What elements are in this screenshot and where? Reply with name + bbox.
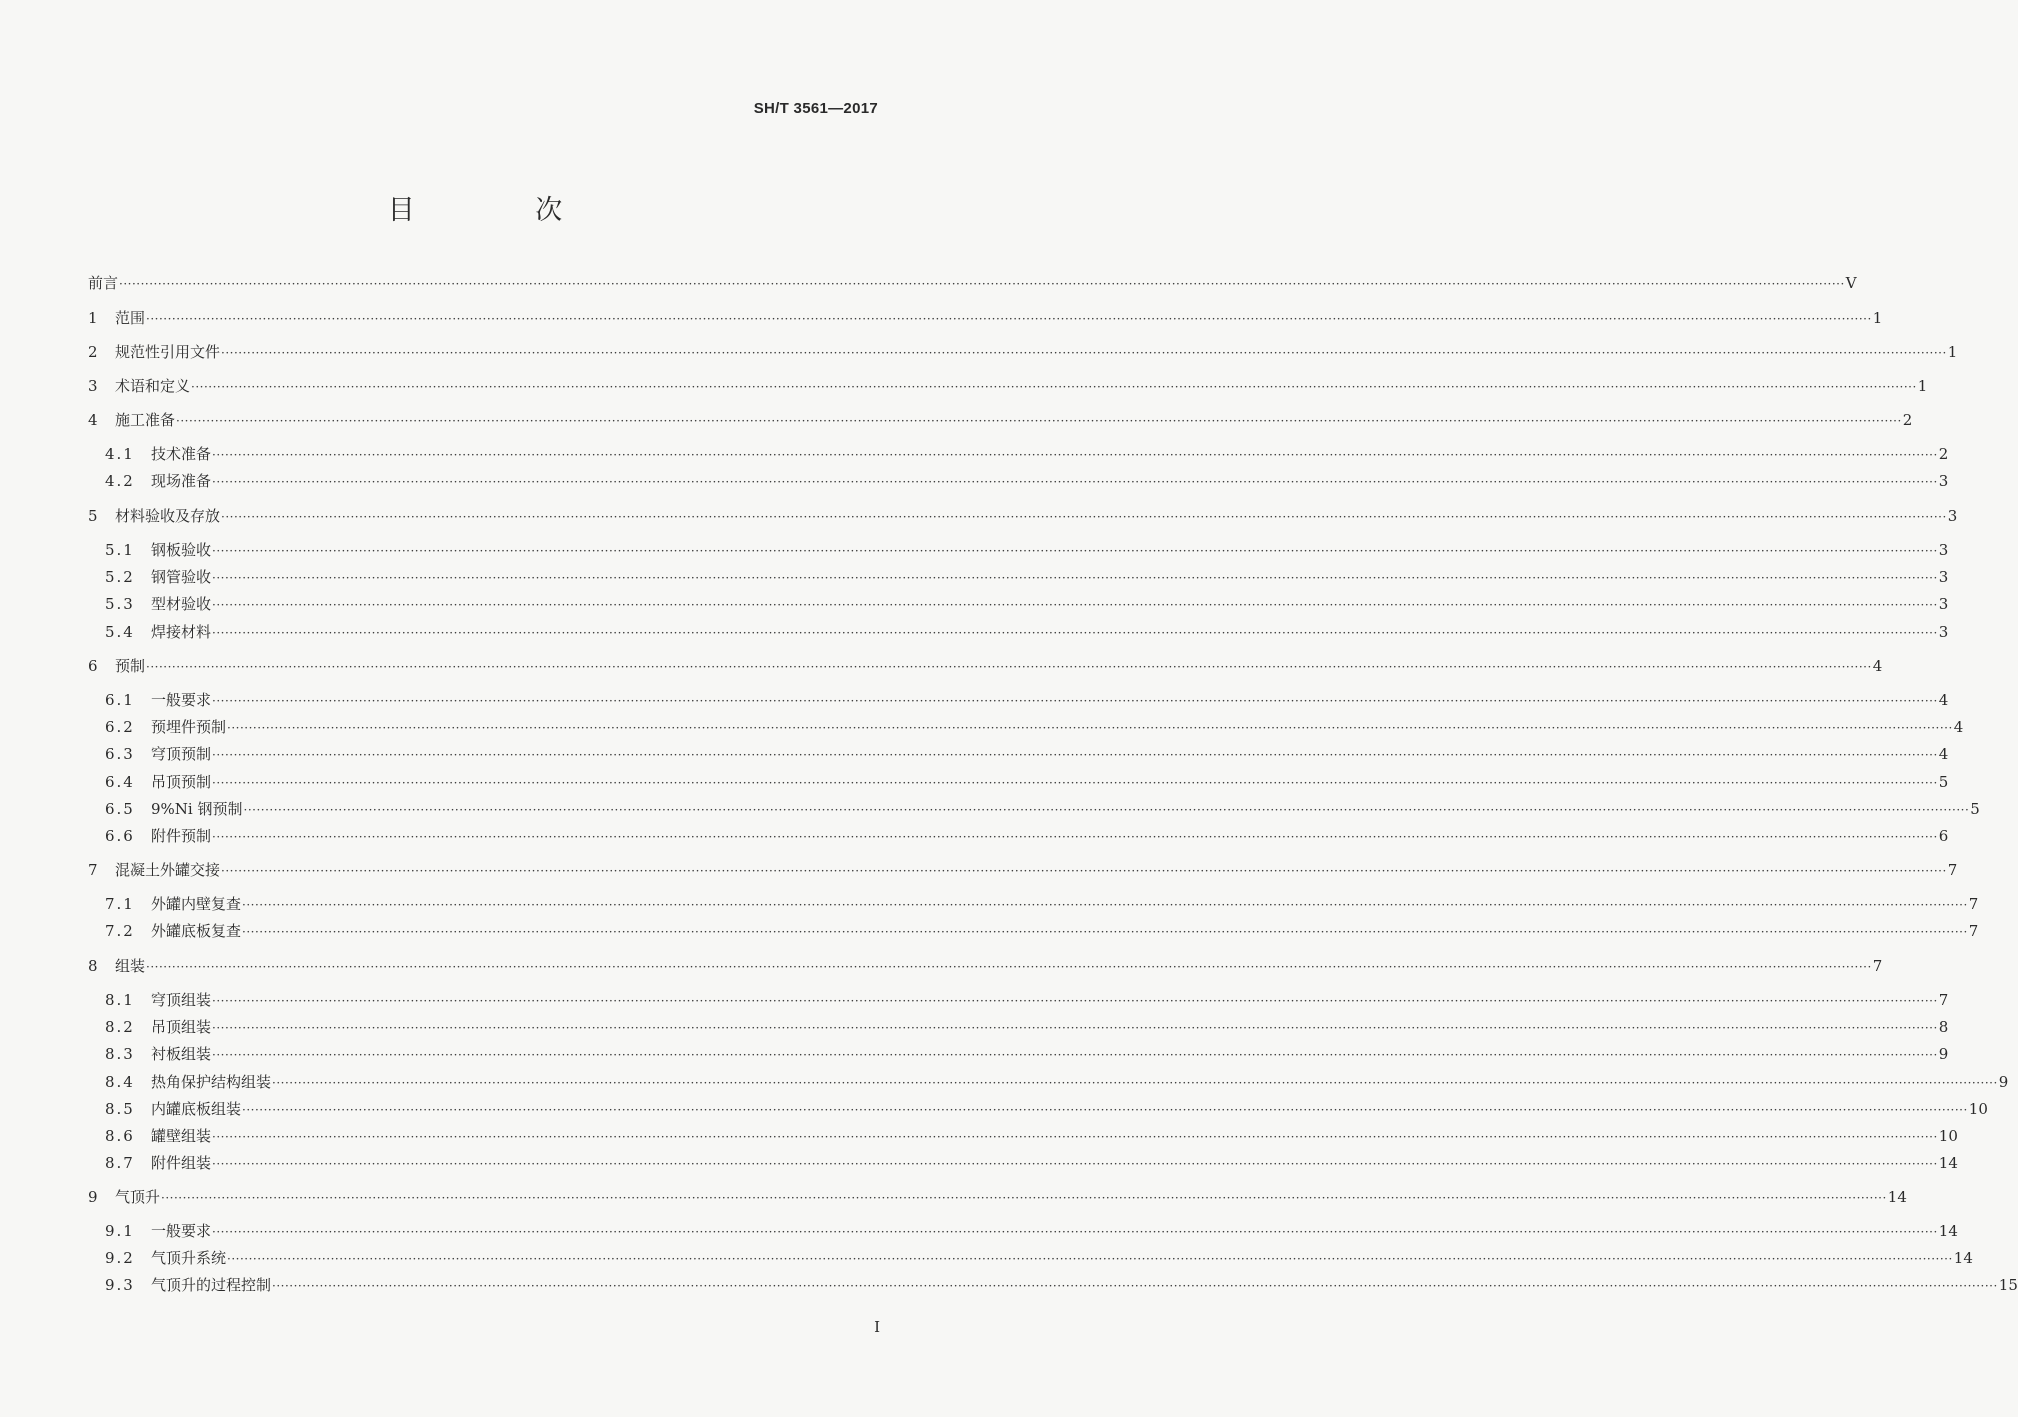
toc-entry-label: 预制	[115, 657, 146, 675]
toc-leader-dots: ················································································································································································································································································································································································································	[212, 571, 1938, 585]
toc-entry[interactable]	[88, 654, 1883, 678]
toc-entry-number: 8.2	[105, 1018, 135, 1036]
toc-entry-page: 1	[1872, 309, 1883, 327]
toc-entry[interactable]	[88, 504, 1958, 528]
toc-entry-page: 1	[1947, 343, 1958, 361]
toc-entry-page: 4	[1953, 718, 1964, 736]
toc-entry-page: 6	[1938, 827, 1949, 845]
toc-leader-dots: ················································································································································································································································································································································································································	[212, 1048, 1938, 1062]
toc-leader-dots: ················································································································································································································································································································································································································	[212, 598, 1938, 612]
toc-leader-dots: ················································································································································································································································································································································································································	[272, 1279, 1998, 1293]
toc-leader-dots: ················································································································································································································································································································································································································	[161, 1191, 1887, 1205]
toc-entry[interactable]	[105, 442, 1949, 466]
toc-entry-page: 2	[1902, 411, 1913, 429]
toc-entry-page: 14	[1938, 1154, 1958, 1172]
toc-entry-page: 10	[1968, 1100, 1988, 1118]
toc-entry-label: 穹顶预制	[151, 745, 212, 763]
toc-entry-number: 2	[88, 343, 98, 361]
toc-entry-number: 5.2	[105, 568, 135, 586]
toc-entry-label: 穹顶组装	[151, 991, 212, 1009]
toc-entry-page: 9	[1998, 1073, 2009, 1091]
toc-leader-dots: ················································································································································································································································································································································································································	[212, 748, 1938, 762]
toc-entry-label: 现场准备	[151, 472, 212, 490]
toc-entry-number: 4.1	[105, 445, 135, 463]
toc-entry[interactable]	[105, 1042, 1949, 1066]
toc-leader-dots: ················································································································································································································································································································································································································	[242, 898, 1968, 912]
toc-leader-dots: ················································································································································································································································································································································································································	[212, 1130, 1938, 1144]
toc-entry-page: 3	[1938, 541, 1949, 559]
toc-entry[interactable]	[105, 688, 1949, 712]
toc-entry-page: 3	[1938, 568, 1949, 586]
toc-entry-label: 规范性引用文件	[115, 343, 221, 361]
toc-entry-page: 3	[1947, 507, 1958, 525]
toc-entry-label: 一般要求	[151, 1222, 212, 1240]
toc-entry-number: 6.3	[105, 745, 135, 763]
toc-entry[interactable]	[105, 1246, 1973, 1270]
toc-leader-dots: ················································································································································································································································································································································································································	[221, 346, 1947, 360]
toc-leader-dots: ················································································································································································································································································································································································································	[221, 510, 1947, 524]
toc-entry[interactable]	[88, 306, 1883, 330]
toc-entry-number: 8.5	[105, 1100, 135, 1118]
toc-entry-number: 6.5	[105, 800, 135, 818]
toc-entry-label: 型材验收	[151, 595, 212, 613]
toc-entry-label: 施工准备	[115, 411, 176, 429]
toc-entry-number: 8.3	[105, 1045, 135, 1063]
toc-entry-number: 8.6	[105, 1127, 135, 1145]
toc-entry-label: 混凝土外罐交接	[115, 861, 221, 879]
toc-entry-number: 9.3	[105, 1276, 135, 1294]
toc-entry[interactable]	[88, 954, 1883, 978]
toc-leader-dots: ················································································································································································································································································································································································································	[272, 1076, 1998, 1090]
toc-entry-page: 9	[1938, 1045, 1949, 1063]
toc-leader-dots: ················································································································································································································································································································································································································	[146, 312, 1872, 326]
toc-entry-number: 7.1	[105, 895, 135, 913]
toc-entry-number: 4.2	[105, 472, 135, 490]
toc-entry[interactable]	[105, 715, 1964, 739]
toc-entry-number: 5.4	[105, 623, 135, 641]
toc-entry-label: 气顶升的过程控制	[151, 1276, 272, 1294]
toc-leader-dots: ················································································································································································································································································································································································································	[191, 380, 1917, 394]
toc-leader-dots: ················································································································································································································································································································································································································	[221, 864, 1947, 878]
toc-entry-number: 4	[88, 411, 98, 429]
toc-entry[interactable]	[105, 892, 1979, 916]
toc-entry[interactable]	[105, 538, 1949, 562]
toc-leader-dots: ················································································································································································································································································································································································································	[227, 721, 1953, 735]
toc-entry-page: 7	[1968, 922, 1979, 940]
toc-entry[interactable]	[105, 919, 1979, 943]
toc-entry-page: 3	[1938, 472, 1949, 490]
toc-entry-label: 钢板验收	[151, 541, 212, 559]
toc-entry-page: V	[1845, 274, 1857, 292]
toc-entry-number: 9	[88, 1188, 98, 1206]
toc-entry[interactable]	[88, 1185, 1907, 1209]
toc-entry-page: 3	[1938, 623, 1949, 641]
toc-entry-label: 前言	[88, 274, 119, 292]
toc-entry-number: 6.6	[105, 827, 135, 845]
toc-entry-number: 6.2	[105, 718, 135, 736]
toc-entry-page: 14	[1887, 1188, 1907, 1206]
toc-leader-dots: ················································································································································································································································································································································································································	[212, 626, 1938, 640]
toc-entry[interactable]	[88, 340, 1958, 364]
toc-entry[interactable]	[105, 1273, 2018, 1297]
toc-entry[interactable]	[105, 592, 1949, 616]
toc-entry-number: 6.1	[105, 691, 135, 709]
toc-entry-page: 7	[1947, 861, 1958, 879]
toc-entry-page: 7	[1968, 895, 1979, 913]
toc-entry[interactable]	[105, 797, 1980, 821]
toc-entry[interactable]	[105, 1151, 1958, 1175]
toc-entry-label: 吊顶预制	[151, 773, 212, 791]
toc-entry-label: 一般要求	[151, 691, 212, 709]
toc-entry[interactable]	[105, 620, 1949, 644]
toc-entry-page: 1	[1917, 377, 1928, 395]
toc-entry-number: 8.1	[105, 991, 135, 1009]
toc-entry[interactable]	[88, 858, 1958, 882]
toc-entry[interactable]	[105, 824, 1949, 848]
toc-leader-dots: ················································································································································································································································································································································································································	[212, 994, 1938, 1008]
toc-leader-dots: ················································································································································································································································································································································································································	[242, 1103, 1968, 1117]
toc-entry-label: 外罐内壁复查	[151, 895, 242, 913]
toc-entry-page: 4	[1938, 691, 1949, 709]
toc-entry-page: 14	[1953, 1249, 1973, 1267]
toc-entry-label: 热角保护结构组装	[151, 1073, 272, 1091]
toc-entry-label: 附件预制	[151, 827, 212, 845]
toc-entry-label: 附件组装	[151, 1154, 212, 1172]
toc-entry-number: 7.2	[105, 922, 135, 940]
toc-entry[interactable]	[88, 271, 1857, 295]
toc-entry-page: 7	[1938, 991, 1949, 1009]
toc-leader-dots: ················································································································································································································································································································································································································	[242, 925, 1968, 939]
toc-entry[interactable]	[105, 1015, 1949, 1039]
toc-leader-dots: ················································································································································································································································································································································································································	[176, 414, 1902, 428]
toc-entry-label: 技术准备	[151, 445, 212, 463]
toc-entry-page: 15	[1998, 1276, 2018, 1294]
toc-entry-page: 4	[1938, 745, 1949, 763]
toc-entry-number: 9.1	[105, 1222, 135, 1240]
toc-entry-label: 罐壁组装	[151, 1127, 212, 1145]
toc-entry[interactable]	[105, 469, 1949, 493]
toc-leader-dots: ················································································································································································································································································································································································································	[212, 1225, 1938, 1239]
toc-entry-page: 14	[1938, 1222, 1958, 1240]
toc-entry-label: 外罐底板复查	[151, 922, 242, 940]
toc-entry-label: 内罐底板组装	[151, 1100, 242, 1118]
toc-entry[interactable]	[88, 408, 1913, 432]
toc-entry-page: 8	[1938, 1018, 1949, 1036]
toc-entry-page: 2	[1938, 445, 1949, 463]
toc-entry[interactable]	[105, 742, 1949, 766]
toc-entry-number: 1	[88, 309, 98, 327]
toc-entry[interactable]	[105, 1219, 1958, 1243]
toc-entry[interactable]	[105, 1124, 1958, 1148]
toc-entry-number: 8	[88, 957, 98, 975]
toc-entry-page: 4	[1872, 657, 1883, 675]
toc-entry-number: 7	[88, 861, 98, 879]
toc-entry-number: 9.2	[105, 1249, 135, 1267]
toc-entry-number: 8.7	[105, 1154, 135, 1172]
toc-entry-label: 范围	[115, 309, 146, 327]
toc-entry-page: 5	[1970, 800, 1980, 818]
toc-leader-dots: ················································································································································································································································································································································································································	[212, 1021, 1938, 1035]
toc-entry-number: 5	[88, 507, 98, 525]
toc-entry-label: 吊顶组装	[151, 1018, 212, 1036]
toc-entry-number: 6.4	[105, 773, 135, 791]
toc-entry[interactable]	[105, 988, 1949, 1012]
toc-entry-page: 7	[1872, 957, 1883, 975]
toc-entry-page: 10	[1938, 1127, 1958, 1145]
toc-entry[interactable]	[105, 1097, 1988, 1121]
toc-entry[interactable]	[105, 565, 1949, 589]
toc-leader-dots: ················································································································································································································································································································································································································	[146, 660, 1872, 674]
toc-leader-dots: ················································································································································································································································································································································································································	[212, 1157, 1938, 1171]
toc-entry-label: 预埋件预制	[151, 718, 227, 736]
toc-entry-page: 5	[1938, 773, 1949, 791]
page-number: I	[874, 1318, 880, 1336]
toc-entry-page: 3	[1938, 595, 1949, 613]
toc-entry-label: 气顶升系统	[151, 1249, 227, 1267]
toc-entry-number: 3	[88, 377, 98, 395]
standard-code: SH/T 3561—2017	[753, 100, 878, 117]
toc-entry-label: 术语和定义	[115, 377, 191, 395]
toc-leader-dots: ················································································································································································································································································································································································································	[227, 1252, 1953, 1266]
toc-leader-dots: ················································································································································································································································································································································································································	[212, 776, 1938, 790]
toc-entry[interactable]	[105, 770, 1949, 794]
toc-entry-label: 钢管验收	[151, 568, 212, 586]
toc-entry[interactable]	[88, 374, 1928, 398]
toc-entry-label: 焊接材料	[151, 623, 212, 641]
toc-entry-number: 8.4	[105, 1073, 135, 1091]
toc-leader-dots: ················································································································································································································································································································································································································	[212, 830, 1938, 844]
toc-entry-label: 组装	[115, 957, 146, 975]
toc-leader-dots: ················································································································································································································································································································································································································	[212, 544, 1938, 558]
toc-entry-label: 衬板组装	[151, 1045, 212, 1063]
toc-entry-label: 气顶升	[115, 1188, 161, 1206]
toc-entry-number: 5.1	[105, 541, 135, 559]
toc-entry-number: 6	[88, 657, 98, 675]
toc-leader-dots: ················································································································································································································································································································································································································	[212, 694, 1938, 708]
toc-leader-dots: ················································································································································································································································································································································································································	[212, 475, 1938, 489]
toc-leader-dots: ················································································································································································································································································································································································································	[119, 277, 1845, 291]
toc-title: 目 次	[387, 195, 619, 226]
toc-entry[interactable]	[105, 1070, 2009, 1094]
toc-entry-label: 9%Ni 钢预制	[151, 800, 243, 818]
toc-leader-dots: ················································································································································································································································································································································································································	[212, 448, 1938, 462]
toc-entry-number: 5.3	[105, 595, 135, 613]
toc-entry-label: 材料验收及存放	[115, 507, 221, 525]
toc-leader-dots: ················································································································································································································································································································································································································	[243, 803, 1970, 817]
toc-leader-dots: ················································································································································································································································································································································································································	[146, 960, 1872, 974]
